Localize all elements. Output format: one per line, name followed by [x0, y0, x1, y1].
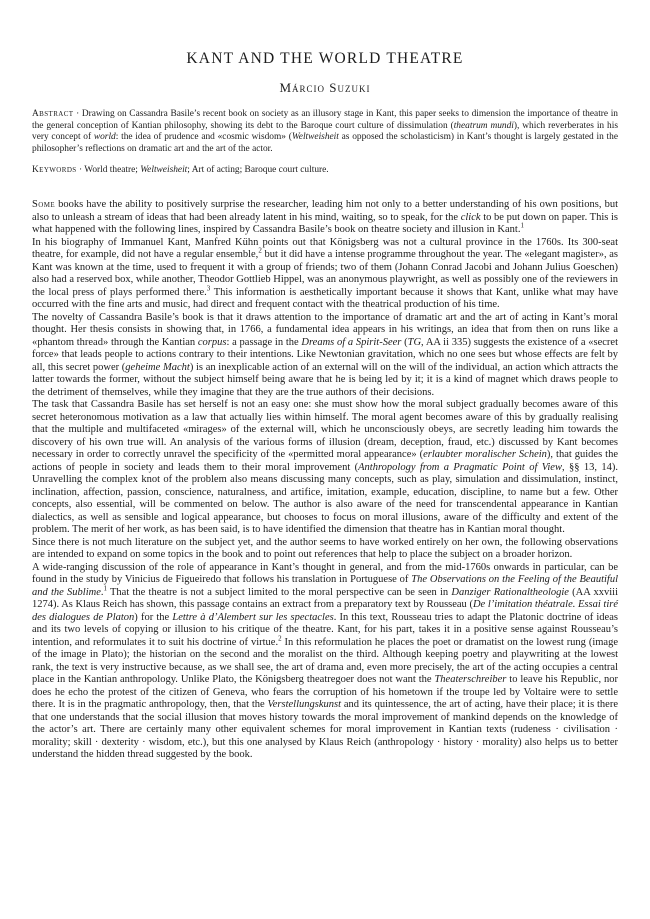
abstract-label: Abstract [32, 109, 74, 119]
paragraph-5: Since there is not much literature on the subject yet, and the author seems to have worked entirely on her own, the following observations are intended to expand on some topics in the book and to point out references that help to place the subject on a broader horizon. [32, 536, 618, 560]
body-text [32, 199, 618, 762]
footnote-marker[interactable]: 1 [103, 584, 107, 592]
paragraph-4: The task that Cassandra Basile has set herself is not an easy one: she must show how the moral subject gradually becomes aware of this secret heteronomous motivation as a law that actually lies within himself. The moral agent becomes aware of this by gradually realising that the multiple and multifaceted «mirages» of the external will, which he unconsciously obeys, are secretly leading him towards the discovery of his own true will. An analysis of the various forms of illusion (dream, deception, fraud, etc.) discussed by Kant becomes necessary in order to correctly unravel the specificity of the «permitted moral appearance» (erlaubter moralischer Schein), that guides the actions of people in society and leads them to their moral improvement (Anthropology from a Pragmatic Point of View, §§ 13, 14). Unravelling the complex knot of the problem also means discussing many concepts, such as play, simulation and dissimulation, instinct, inclination, affection, passion, conscience, naturalness, and artifice, imitation, example, education, discipline, to name but a few. Other concepts, also essential, will be commented on below. The author is also aware of the need for transcendental appearance in Kantian dialectics, as well as sensible and logical appearance, but chooses to focus on moral illusions, aware of the difficulty and extent of the problem. The merit of her work, as has been said, is to have identified the dimension that theatre has in Kantian moral thought. [32, 399, 618, 535]
keywords-label: Keywords [32, 165, 77, 175]
separator: · [73, 109, 82, 119]
paragraph-2: In his biography of Immanuel Kant, Manfred Kühn points out that Königsberg was not a cultural province in the 1760s. Its 300-seat theatre, for example, did not have a regular ensemble,$^2$ but it did have a intense programme throughout the year. The «elegant magister», as Kant was known at the time, used to frequent it with a group of friends; two of them (Johann Conrad Jacobi and Johann Julius Goeschen) also had a reserved box, while another, Theodor Gottlieb Hippel, was an anonymous playwright, as well as possibly one of the reviewers in the local press of plays performed there.$^3$ This information is aesthetically important because it shows that Kant, unlike what may have occurred with the fine arts and music, had direct and frequent contact with the theatrical production of his time. [32, 236, 618, 310]
author-name: Márcio Suzuki [279, 80, 371, 95]
paper-title: KANT AND THE WORLD THEATRE [186, 50, 464, 67]
footnote-marker[interactable]: 2 [258, 246, 262, 255]
keywords: Keywords · World theatre; Weltweisheit; Art of acting; Baroque court culture. [32, 165, 329, 175]
separator: · [76, 165, 85, 175]
abstract: Abstract · Drawing on Cassandra Basile’s recent book on society as an illusory stage in Kant, this paper seeks to dimension the importance of theatre in the general conception of Kantian philosophy, showing its debt to the Baroque court culture of dissimulation (theatrum mundi), which reverberates in his very concept of world: the idea of prudence and «cosmic wisdom» (Weltweisheit as opposed the scholasticism) in Kant’s thought is largely gestated in the philosopher’s reflections on dramatic art and the art of the actor. [32, 109, 618, 154]
footnote-marker[interactable]: 1 [520, 221, 524, 230]
footnote-marker[interactable]: 3 [206, 284, 211, 292]
footnote-marker[interactable]: 2 [278, 634, 282, 642]
paragraph-6: A wide-ranging discussion of the role of appearance in Kant’s thought in general, and from the mid-1760s onwards in particular, can be found in the study by Vinicius de Figueiredo that follows his translation in Portuguese of The Observations on the Feeling of the Beautiful and the Sublime.$^1$ That the theatre is not a subject limited to the moral perspective can be seen in Danziger Rationaltheologie (AA xxviii 1274). As Klaus Reich has shown, this passage contains an extract from a preparatory text by Rousseau (De l’imitation théatrale. Essai tiré des dialogues de Platon) for the Lettre à d’Alembert sur les spectacles. In this text, Rousseau tries to adapt the Platonic doctrine of ideas and its two levels of copying or illusion to his critique of the theatre. Kant, for his part, takes it in a positive sense against Rousseau’s intention, and reformulates it to suit his doctrine of virtue.$^2$ In this reformulation he places the poet or dramatist on the lowest rung (image of the image in Plato); the historian on the second and the moralist on the third. Although keeping poetry and playwriting at the lowest rank, the text is very instructive because, as we shall see, the art of drama and, even more precisely, the art of the acting occupies a central place in the Kantian anthropology. Unlike Plato, the Königsberg theatregoer does not want the Theaterschreiber to leave his Republic, nor does he echo the protest of the citizen of Geneva, who fears the corruption of his hometown if the troupe led by Voltaire were to settle there. It is in the pragmatic anthropology, then, that the Verstellungskunst and its quintessence, the art of acting, have their place; it is there that one understands that the social illusion that moves history towards the moral improvement of mankind depends on the knowledge of the actor’s art. There are certainly many other equivalent schemes for moral improvement in Kantian texts (rudeness · civilisation · morality; skill · dexterity · wisdom, etc.), but this one analysed by Klaus Reich (anthropology · history · morality) also helps us to better understand the hidden thread suggested by the book. [32, 561, 618, 760]
paragraph-3: The novelty of Cassandra Basile’s book is that it draws attention to the importance of dramatic art and the art of acting in Kant’s moral thought. Her thesis consists in showing that, in 1766, a fundamental idea appears in his writings, an idea that from then on runs like a «phantom thread» through the Kantian corpus: a passage in the Dreams of a Spirit-Seer (TG, AA ii 335) suggests the existence of a «secret force» that leads people to actions contrary to their intentions. Like Newtonian gravitation, which no one sees but whose effects are felt by all, this secret power (geheime Macht) is an inexplicable action of an external will on the will of the individual, an action which attracts the latter towards the former, without the subject himself being aware that he is being led by it; it is a kind of magnet which draws people to the detriment of themselves, while they imagine that they are the true authors of their decisions. [32, 311, 619, 398]
paragraph-1: Some books have the ability to positively surprise the researcher, leading him not only to a better understanding of his own positions, but also to unleash a stream of ideas that had been already latent in his mind, waiting, so to speak, for the click to be put down on paper. This is what happened with the following lines, inspired by Cassandra Basile’s book on theatre society and illusion in Kant.$^1$ [32, 199, 618, 235]
